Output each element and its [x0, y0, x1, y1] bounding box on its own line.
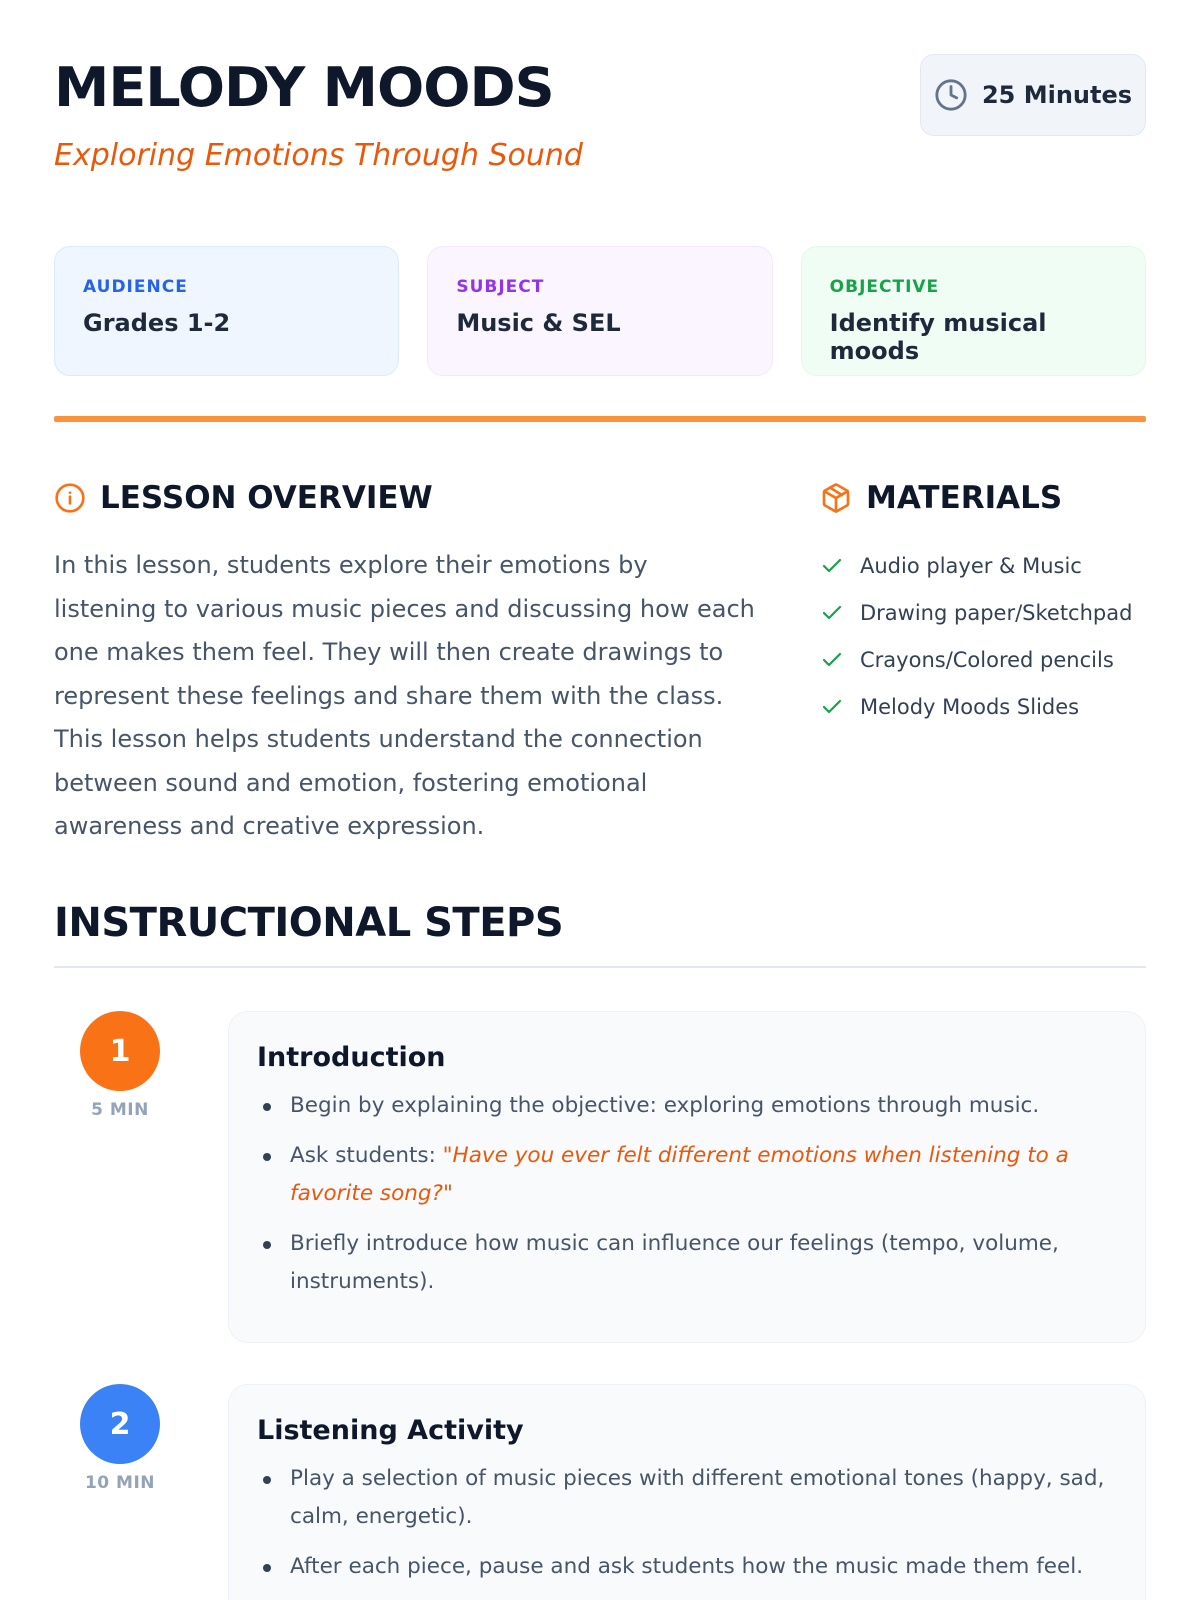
step-title: Introduction [257, 1042, 446, 1073]
question-quote: "Have you ever felt different emotions when listening to a favorite song?" [290, 1143, 1069, 1206]
duration-badge [920, 54, 1146, 136]
step-number-badge: 2 [80, 1384, 160, 1464]
step-duration: 10 MIN [84, 1473, 156, 1493]
overview-heading [54, 480, 433, 516]
list-item [820, 542, 1150, 589]
list-item [257, 1460, 1117, 1536]
list-item [257, 1087, 1117, 1125]
info-icon [54, 482, 86, 514]
list-item [820, 636, 1150, 683]
step-duration: 5 MIN [91, 1100, 149, 1120]
bullet-text: Play a selection of music pieces with different emotional tones (happy, sad, calm, energetic). [290, 1466, 1105, 1529]
overview-heading-text: LESSON OVERVIEW [100, 480, 433, 516]
subject-value: Music & SEL [456, 309, 621, 337]
list-item [257, 1548, 1117, 1586]
subject-label: SUBJECT [456, 277, 545, 297]
objective-label: OBJECTIVE [829, 277, 940, 297]
bullet-text: After each piece, pause and ask students how the music made them feel. [290, 1554, 1084, 1579]
audience-value: Grades 1-2 [83, 309, 231, 337]
step-bullets [257, 1087, 1117, 1301]
list-item [820, 683, 1150, 730]
info-cards [54, 246, 1146, 376]
step-title: Listening Activity [257, 1415, 524, 1446]
bullet-text: Briefly introduce how music can influence our feelings (tempo, volume, instruments). [290, 1231, 1059, 1294]
materials-heading [820, 480, 1062, 516]
list-item [257, 1225, 1117, 1301]
objective-card [801, 246, 1146, 376]
audience-label: AUDIENCE [83, 277, 188, 297]
materials-heading-text: MATERIALS [866, 480, 1063, 516]
objective-value: Identify musical moods [829, 309, 1047, 365]
page-title: MELODY MOODS [54, 56, 554, 119]
material-text: Audio player & Music [860, 553, 1082, 578]
check-icon [820, 648, 844, 672]
material-text: Drawing paper/Sketchpad [860, 600, 1133, 625]
bullet-text: Begin by explaining the objective: exploring emotions through music. [290, 1093, 1040, 1118]
check-icon [820, 695, 844, 719]
lesson-plan-page [54, 0, 1146, 1600]
steps-divider [54, 966, 1146, 968]
step-card [228, 1011, 1146, 1343]
bullet-text: Ask students: [290, 1143, 443, 1168]
materials-list [820, 542, 1150, 730]
audience-card [54, 246, 399, 376]
step-number-badge: 1 [80, 1011, 160, 1091]
list-item [820, 589, 1150, 636]
list-item [257, 1137, 1117, 1213]
check-icon [820, 601, 844, 625]
package-icon [820, 482, 852, 514]
material-text: Crayons/Colored pencils [860, 647, 1114, 672]
page-subtitle: Exploring Emotions Through Sound [54, 138, 583, 173]
section-divider [54, 416, 1146, 422]
subject-card [427, 246, 772, 376]
duration-text: 25 Minutes [981, 81, 1133, 109]
check-icon [820, 554, 844, 578]
overview-text: In this lesson, students explore their emotions by listening to various music pieces and discussing how each one makes them feel. They will then create drawings to represent these feelings and share them with the class. This lesson helps students understand the connection between sound and emotion, fostering emotional awareness and creative expression. [54, 551, 755, 840]
step-card [228, 1384, 1146, 1600]
clock-icon [934, 78, 968, 112]
step-bullets [257, 1460, 1117, 1586]
material-text: Melody Moods Slides [860, 694, 1080, 719]
steps-heading: INSTRUCTIONAL STEPS [54, 900, 564, 946]
